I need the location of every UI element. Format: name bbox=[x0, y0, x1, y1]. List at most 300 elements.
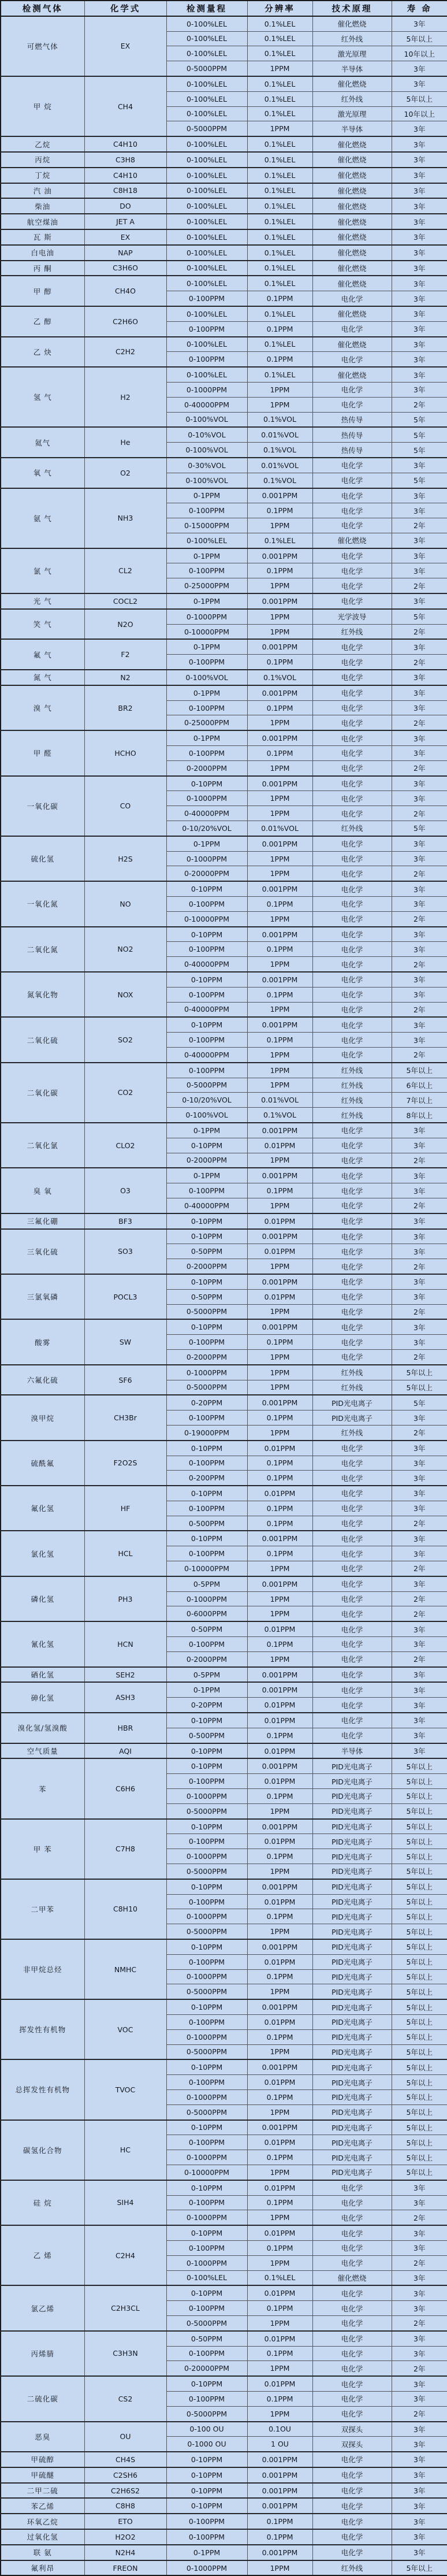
lifespan-cell: 5年以上 bbox=[392, 1984, 447, 1999]
range-cell: 0-1PPM bbox=[166, 836, 247, 851]
lifespan-cell: 3年 bbox=[392, 1441, 447, 1456]
lifespan-cell: 3年 bbox=[392, 836, 447, 851]
formula-cell: C2H6S2 bbox=[84, 2483, 166, 2499]
resolution-cell: 0.1%LEL bbox=[247, 31, 312, 46]
resolution-cell: 0.1PPM bbox=[247, 2150, 312, 2165]
resolution-cell: 0.001PPM bbox=[247, 881, 312, 896]
lifespan-cell: 2年 bbox=[392, 2361, 447, 2376]
range-cell: 0-100PPM bbox=[166, 1411, 247, 1426]
lifespan-cell: 5年 bbox=[392, 427, 447, 442]
formula-cell: CH4O bbox=[84, 276, 166, 306]
lifespan-cell: 10年以上 bbox=[392, 106, 447, 121]
resolution-cell: 0.1PPM bbox=[247, 2529, 312, 2545]
lifespan-cell: 2年 bbox=[392, 1591, 447, 1606]
range-cell: 0-100PPM bbox=[166, 1501, 247, 1516]
range-cell: 0-10PPM bbox=[166, 2180, 247, 2195]
range-cell: 0-100%VOL bbox=[166, 443, 247, 458]
lifespan-cell: 3年 bbox=[392, 1033, 447, 1048]
range-cell: 0-1PPM bbox=[166, 639, 247, 654]
lifespan-cell: 3年 bbox=[392, 2437, 447, 2452]
principle-cell: 催化燃烧 bbox=[312, 76, 392, 91]
table-row bbox=[1, 152, 447, 168]
lifespan-cell: 3年 bbox=[392, 1637, 447, 1652]
principle-cell: 电化学 bbox=[312, 2391, 392, 2406]
resolution-cell: 1PPM bbox=[247, 2044, 312, 2059]
resolution-cell: 0.001PPM bbox=[247, 1274, 312, 1289]
principle-cell: PID光电离子 bbox=[312, 1864, 392, 1879]
principle-cell: PID光电离子 bbox=[312, 1924, 392, 1939]
lifespan-cell: 5年以上 bbox=[392, 1819, 447, 1834]
principle-cell: 电化学 bbox=[312, 548, 392, 563]
range-cell: 0-5000PPM bbox=[166, 61, 247, 76]
lifespan-cell: 3年 bbox=[392, 76, 447, 91]
lifespan-cell: 3年 bbox=[392, 2483, 447, 2499]
resolution-cell: 0.01PPM bbox=[247, 1244, 312, 1259]
principle-cell: 电化学 bbox=[312, 1047, 392, 1062]
resolution-cell: 0.1%LEL bbox=[247, 2270, 312, 2285]
lifespan-cell: 3年 bbox=[392, 2452, 447, 2467]
lifespan-cell: 2年 bbox=[392, 866, 447, 881]
principle-cell: 催化燃烧 bbox=[312, 152, 392, 168]
table-row bbox=[1, 367, 447, 382]
lifespan-cell: 5年以上 bbox=[392, 2165, 447, 2180]
principle-cell: 电化学 bbox=[312, 1667, 392, 1683]
formula-cell: H2S bbox=[84, 836, 166, 881]
range-cell: 0-100PPM bbox=[166, 1637, 247, 1652]
gas-name-cell: 甲 醛 bbox=[1, 730, 84, 775]
principle-cell: 半导体 bbox=[312, 61, 392, 76]
range-cell: 0-10PPM bbox=[166, 2059, 247, 2074]
lifespan-cell: 2年 bbox=[392, 760, 447, 775]
formula-cell: SO3 bbox=[84, 1229, 166, 1274]
range-cell: 0-1PPM bbox=[166, 593, 247, 609]
gas-name-cell: 过氧化氢 bbox=[1, 2529, 84, 2545]
resolution-cell: 0.1%LEL bbox=[247, 168, 312, 183]
lifespan-cell: 2年 bbox=[392, 1561, 447, 1576]
column-header-2: 检测量程 bbox=[166, 1, 247, 16]
lifespan-cell: 5年以上 bbox=[392, 1365, 447, 1380]
resolution-cell: 0.001PPM bbox=[247, 2120, 312, 2135]
range-cell: 0-1000PPM bbox=[166, 382, 247, 397]
range-cell: 0-100%VOL bbox=[166, 670, 247, 685]
table-row bbox=[1, 927, 447, 942]
range-cell: 0-100%LEL bbox=[166, 337, 247, 352]
table-row bbox=[1, 1063, 447, 1078]
principle-cell: 电化学 bbox=[312, 2195, 392, 2210]
table-row bbox=[1, 1168, 447, 1183]
table-body bbox=[1, 16, 447, 2576]
lifespan-cell: 3年 bbox=[392, 1667, 447, 1683]
table-row bbox=[1, 198, 447, 214]
formula-cell: C6H6 bbox=[84, 1758, 166, 1818]
range-cell: 0-10PPM bbox=[166, 1319, 247, 1334]
resolution-cell: 0.001PPM bbox=[247, 1017, 312, 1032]
gas-name-cell: 硫酰氟 bbox=[1, 1441, 84, 1486]
table-row bbox=[1, 639, 447, 654]
gas-name-cell: 磷化氢 bbox=[1, 1576, 84, 1621]
resolution-cell: 0.1OU bbox=[247, 2422, 312, 2437]
lifespan-cell: 5年以上 bbox=[392, 2029, 447, 2044]
lifespan-cell: 3年 bbox=[392, 1728, 447, 1743]
lifespan-cell: 2年 bbox=[392, 2255, 447, 2270]
gas-name-cell: 氯乙烯 bbox=[1, 2285, 84, 2330]
column-header-0: 检测气体 bbox=[1, 1, 84, 16]
lifespan-cell: 2年 bbox=[392, 715, 447, 730]
formula-cell: C3H8 bbox=[84, 152, 166, 168]
formula-cell: CO2 bbox=[84, 1063, 166, 1123]
lifespan-cell: 5年以上 bbox=[392, 1380, 447, 1395]
column-header-4: 技术原理 bbox=[312, 1, 392, 16]
range-cell: 0-100%LEL bbox=[166, 229, 247, 245]
principle-cell: 电化学 bbox=[312, 685, 392, 700]
lifespan-cell: 2年 bbox=[392, 1606, 447, 1621]
principle-cell: 电化学 bbox=[312, 1456, 392, 1471]
range-cell: 0-100PPM bbox=[166, 2529, 247, 2545]
resolution-cell: 0.001PPM bbox=[247, 1999, 312, 2014]
principle-cell: 电化学 bbox=[312, 746, 392, 761]
principle-cell: PID光电离子 bbox=[312, 2014, 392, 2029]
principle-cell: 催化燃烧 bbox=[312, 337, 392, 352]
range-cell: 0-100%VOL bbox=[166, 1108, 247, 1123]
resolution-cell: 0.001PPM bbox=[247, 1819, 312, 1834]
gas-name-cell: 甲 苯 bbox=[1, 1819, 84, 1879]
principle-cell: 红外线 bbox=[312, 1425, 392, 1440]
formula-cell: F2 bbox=[84, 639, 166, 670]
range-cell: 0-100%LEL bbox=[166, 168, 247, 183]
lifespan-cell: 5年 bbox=[392, 821, 447, 836]
table-row bbox=[1, 245, 447, 261]
lifespan-cell: 3年 bbox=[392, 927, 447, 942]
gas-name-cell: 丙烯腈 bbox=[1, 2331, 84, 2376]
principle-cell: 电化学 bbox=[312, 1183, 392, 1198]
principle-cell: 电化学 bbox=[312, 927, 392, 942]
resolution-cell: 0.001PPM bbox=[247, 972, 312, 987]
resolution-cell: 0.1PPM bbox=[247, 1501, 312, 1516]
gas-name-cell: 乙 炔 bbox=[1, 337, 84, 368]
principle-cell: 激光原理 bbox=[312, 46, 392, 61]
principle-cell: 电化学 bbox=[312, 1682, 392, 1697]
resolution-cell: 1PPM bbox=[247, 715, 312, 730]
lifespan-cell: 5年以上 bbox=[392, 1758, 447, 1773]
lifespan-cell: 3年 bbox=[392, 1289, 447, 1304]
range-cell: 0-5PPM bbox=[166, 1576, 247, 1591]
gas-name-cell: 丙烷 bbox=[1, 152, 84, 168]
range-cell: 0-1PPM bbox=[166, 685, 247, 700]
principle-cell: PID光电离子 bbox=[312, 1803, 392, 1818]
range-cell: 0-10PPM bbox=[166, 2452, 247, 2467]
principle-cell: 电化学 bbox=[312, 2498, 392, 2514]
resolution-cell: 0.1PPM bbox=[247, 352, 312, 367]
resolution-cell: 0.001PPM bbox=[247, 1939, 312, 1954]
lifespan-cell: 2年 bbox=[392, 957, 447, 972]
resolution-cell: 1PPM bbox=[247, 1606, 312, 1621]
range-cell: 0-100%LEL bbox=[166, 152, 247, 168]
resolution-cell: 0.1PPM bbox=[247, 1183, 312, 1198]
range-cell: 0-100PPM bbox=[166, 1774, 247, 1789]
gas-name-cell: 柴油 bbox=[1, 198, 84, 214]
gas-name-cell: 笑 气 bbox=[1, 609, 84, 640]
range-cell: 0-100PPM bbox=[166, 2391, 247, 2406]
resolution-cell: 0.001PPM bbox=[247, 2498, 312, 2514]
range-cell: 0-5000PPM bbox=[166, 2104, 247, 2120]
formula-cell: He bbox=[84, 427, 166, 458]
gas-name-cell: 甲 烷 bbox=[1, 76, 84, 136]
table-row bbox=[1, 2285, 447, 2300]
range-cell: 0-5000PPM bbox=[166, 1924, 247, 1939]
gas-name-cell: 溴甲烷 bbox=[1, 1395, 84, 1440]
range-cell: 0-100%VOL bbox=[166, 412, 247, 427]
formula-cell: POCL3 bbox=[84, 1274, 166, 1319]
range-cell: 0-100%LEL bbox=[166, 198, 247, 214]
range-cell: 0-100%LEL bbox=[166, 261, 247, 276]
lifespan-cell: 3年 bbox=[392, 2422, 447, 2437]
principle-cell: 电化学 bbox=[312, 1531, 392, 1546]
resolution-cell: 0.001PPM bbox=[247, 488, 312, 503]
table-row bbox=[1, 1713, 447, 1728]
range-cell: 0-100%LEL bbox=[166, 106, 247, 121]
range-cell: 0-1000PPM bbox=[166, 2210, 247, 2225]
table-row bbox=[1, 1365, 447, 1380]
resolution-cell: 0.1%LEL bbox=[247, 337, 312, 352]
resolution-cell: 1PPM bbox=[247, 851, 312, 866]
resolution-cell: 0.01PPM bbox=[247, 1213, 312, 1229]
gas-name-cell: 汽 油 bbox=[1, 183, 84, 199]
principle-cell: 半导体 bbox=[312, 1743, 392, 1759]
range-cell: 0-40000PPM bbox=[166, 1002, 247, 1017]
table-row bbox=[1, 2498, 447, 2514]
lifespan-cell: 5年以上 bbox=[392, 2089, 447, 2104]
gas-name-cell: 光 气 bbox=[1, 593, 84, 609]
resolution-cell: 0.1PPM bbox=[247, 2301, 312, 2316]
table-row bbox=[1, 972, 447, 987]
lifespan-cell: 3年 bbox=[392, 2180, 447, 2195]
resolution-cell: 0.01PPM bbox=[247, 1834, 312, 1849]
range-cell: 0-10PPM bbox=[166, 2285, 247, 2300]
column-header-5: 寿 命 bbox=[392, 1, 447, 16]
resolution-cell: 0.01PPM bbox=[247, 1774, 312, 1789]
principle-cell: 电化学 bbox=[312, 760, 392, 775]
range-cell: 0-1000 OU bbox=[166, 2437, 247, 2452]
principle-cell: 红外线 bbox=[312, 821, 392, 836]
resolution-cell: 1PPM bbox=[247, 1591, 312, 1606]
range-cell: 0-100PPM bbox=[166, 746, 247, 761]
resolution-cell: 1PPM bbox=[247, 1651, 312, 1666]
lifespan-cell: 3年 bbox=[392, 261, 447, 276]
lifespan-cell: 5年以上 bbox=[392, 1969, 447, 1984]
resolution-cell: 0.01PPM bbox=[247, 1894, 312, 1909]
resolution-cell: 0.1%LEL bbox=[247, 533, 312, 548]
range-cell: 0-10PPM bbox=[166, 1138, 247, 1153]
range-cell: 0-40000PPM bbox=[166, 1198, 247, 1213]
resolution-cell: 0.1%LEL bbox=[247, 229, 312, 245]
range-cell: 0-10000PPM bbox=[166, 1561, 247, 1576]
lifespan-cell: 3年 bbox=[392, 1319, 447, 1334]
resolution-cell: 0.1PPM bbox=[247, 1335, 312, 1350]
gas-name-cell: 酸雾 bbox=[1, 1319, 84, 1364]
resolution-cell: 1PPM bbox=[247, 866, 312, 881]
range-cell: 0-100PPM bbox=[166, 503, 247, 518]
gas-name-cell: 苯乙烯 bbox=[1, 2498, 84, 2514]
gas-name-cell: 可燃气体 bbox=[1, 16, 84, 76]
resolution-cell: 0.1PPM bbox=[247, 655, 312, 670]
lifespan-cell: 2年 bbox=[392, 518, 447, 533]
principle-cell: 电化学 bbox=[312, 2225, 392, 2240]
principle-cell: 电化学 bbox=[312, 291, 392, 306]
lifespan-cell: 2年 bbox=[392, 2315, 447, 2330]
table-row bbox=[1, 2560, 447, 2576]
principle-cell: 红外线 bbox=[312, 1093, 392, 1108]
principle-cell: PID光电离子 bbox=[312, 1395, 392, 1410]
range-cell: 0-100PPM bbox=[166, 1033, 247, 1048]
lifespan-cell: 5年以上 bbox=[392, 1909, 447, 1924]
formula-cell: PH3 bbox=[84, 1576, 166, 1621]
principle-cell: 催化燃烧 bbox=[312, 168, 392, 183]
resolution-cell: 0.1%LEL bbox=[247, 46, 312, 61]
principle-cell: 催化燃烧 bbox=[312, 136, 392, 152]
formula-cell: SIH4 bbox=[84, 2180, 166, 2225]
principle-cell: 电化学 bbox=[312, 352, 392, 367]
principle-cell: 电化学 bbox=[312, 1349, 392, 1364]
principle-cell: 电化学 bbox=[312, 473, 392, 488]
principle-cell: 电化学 bbox=[312, 972, 392, 987]
principle-cell: 催化燃烧 bbox=[312, 367, 392, 382]
principle-cell: 催化燃烧 bbox=[312, 306, 392, 321]
formula-cell: C3H3N bbox=[84, 2331, 166, 2376]
formula-cell: SF6 bbox=[84, 1365, 166, 1395]
resolution-cell: 1PPM bbox=[247, 1259, 312, 1274]
gas-name-cell: 苯 bbox=[1, 1758, 84, 1818]
principle-cell: 电化学 bbox=[312, 2255, 392, 2270]
principle-cell: 电化学 bbox=[312, 2346, 392, 2361]
resolution-cell: 0.1PPM bbox=[247, 1789, 312, 1804]
principle-cell: 电化学 bbox=[312, 1213, 392, 1229]
principle-cell: 电化学 bbox=[312, 1441, 392, 1456]
lifespan-cell: 5年以上 bbox=[392, 2044, 447, 2059]
table-row bbox=[1, 1879, 447, 1894]
table-row bbox=[1, 261, 447, 276]
lifespan-cell: 3年 bbox=[392, 152, 447, 168]
lifespan-cell: 3年 bbox=[392, 1183, 447, 1198]
resolution-cell: 0.1PPM bbox=[247, 1849, 312, 1864]
table-row bbox=[1, 1999, 447, 2014]
range-cell: 0-100PPM bbox=[166, 2346, 247, 2361]
principle-cell: 电化学 bbox=[312, 382, 392, 397]
formula-cell: DO bbox=[84, 198, 166, 214]
range-cell: 0-500PPM bbox=[166, 1728, 247, 1743]
range-cell: 0-30%VOL bbox=[166, 458, 247, 473]
gas-name-cell: 六氟化硫 bbox=[1, 1365, 84, 1395]
resolution-cell: 1PPM bbox=[247, 624, 312, 639]
gas-name-cell: 挥发性有机物 bbox=[1, 1999, 84, 2059]
principle-cell: 双探头 bbox=[312, 2422, 392, 2437]
range-cell: 0-1000PPM bbox=[166, 2089, 247, 2104]
lifespan-cell: 2年 bbox=[392, 2406, 447, 2421]
range-cell: 0-10PPM bbox=[166, 1441, 247, 1456]
table-row bbox=[1, 1819, 447, 1834]
lifespan-cell: 3年 bbox=[392, 593, 447, 609]
lifespan-cell: 3年 bbox=[392, 2270, 447, 2285]
principle-cell: PID光电离子 bbox=[312, 2104, 392, 2120]
range-cell: 0-100PPM bbox=[166, 2135, 247, 2150]
lifespan-cell: 3年 bbox=[392, 685, 447, 700]
table-row bbox=[1, 609, 447, 624]
formula-cell: F2O2S bbox=[84, 1441, 166, 1486]
formula-cell: NO bbox=[84, 881, 166, 926]
range-cell: 0-100PPM bbox=[166, 2014, 247, 2029]
principle-cell: PID光电离子 bbox=[312, 1939, 392, 1954]
resolution-cell: 0.01%VOL bbox=[247, 1093, 312, 1108]
formula-cell: C2H3CL bbox=[84, 2285, 166, 2330]
lifespan-cell: 5年 bbox=[392, 443, 447, 458]
range-cell: 0-10PPM bbox=[166, 2483, 247, 2499]
formula-cell: BF3 bbox=[84, 1213, 166, 1229]
resolution-cell: 1PPM bbox=[247, 1380, 312, 1395]
resolution-cell: 1PPM bbox=[247, 1864, 312, 1879]
resolution-cell: 0.001PPM bbox=[247, 1879, 312, 1894]
lifespan-cell: 3年 bbox=[392, 16, 447, 31]
lifespan-cell: 3年 bbox=[392, 776, 447, 791]
gas-name-cell: 甲硫醚 bbox=[1, 2467, 84, 2483]
range-cell: 0-100PPM bbox=[166, 2075, 247, 2090]
resolution-cell: 1PPM bbox=[247, 382, 312, 397]
table-row bbox=[1, 2331, 447, 2346]
resolution-cell: 0.1PPM bbox=[247, 1909, 312, 1924]
table-row bbox=[1, 16, 447, 31]
lifespan-cell: 3年 bbox=[392, 1274, 447, 1289]
range-cell: 0-100PPM bbox=[166, 1335, 247, 1350]
lifespan-cell: 3年 bbox=[392, 2376, 447, 2391]
principle-cell: PID光电离子 bbox=[312, 1774, 392, 1789]
range-cell: 0-15000PPM bbox=[166, 518, 247, 533]
lifespan-cell: 2年 bbox=[392, 2210, 447, 2225]
lifespan-cell: 3年 bbox=[392, 1456, 447, 1471]
resolution-cell: 0.01PPM bbox=[247, 1743, 312, 1759]
lifespan-cell: 3年 bbox=[392, 730, 447, 745]
lifespan-cell: 2年 bbox=[392, 1259, 447, 1274]
lifespan-cell: 10年以上 bbox=[392, 46, 447, 61]
range-cell: 0-1PPM bbox=[166, 2545, 247, 2560]
range-cell: 0-10000PPM bbox=[166, 2165, 247, 2180]
formula-cell: TVOC bbox=[84, 2059, 166, 2120]
principle-cell: 电化学 bbox=[312, 1229, 392, 1244]
formula-cell: H2 bbox=[84, 367, 166, 427]
resolution-cell: 0.01PPM bbox=[247, 1289, 312, 1304]
gas-name-cell: 硅 烷 bbox=[1, 2180, 84, 2225]
lifespan-cell: 3年 bbox=[392, 183, 447, 199]
principle-cell: PID光电离子 bbox=[312, 1789, 392, 1804]
gas-name-cell: 氦气 bbox=[1, 427, 84, 458]
gas-name-cell: 丙 酮 bbox=[1, 261, 84, 276]
range-cell: 0-100PPM bbox=[166, 352, 247, 367]
lifespan-cell: 6年以上 bbox=[392, 1078, 447, 1093]
table-row bbox=[1, 76, 447, 91]
lifespan-cell: 3年 bbox=[392, 1576, 447, 1591]
table-row bbox=[1, 2483, 447, 2499]
range-cell: 0-100%LEL bbox=[166, 533, 247, 548]
principle-cell: PID光电离子 bbox=[312, 1969, 392, 1984]
table-header bbox=[1, 1, 447, 16]
resolution-cell: 1PPM bbox=[247, 2210, 312, 2225]
principle-cell: 电化学 bbox=[312, 1637, 392, 1652]
range-cell: 0-1000PPM bbox=[166, 1849, 247, 1864]
resolution-cell: 0.1%LEL bbox=[247, 16, 312, 31]
resolution-cell: 0.1PPM bbox=[247, 1411, 312, 1426]
table-row bbox=[1, 2059, 447, 2074]
lifespan-cell: 3年 bbox=[392, 306, 447, 321]
principle-cell: 电化学 bbox=[312, 639, 392, 654]
resolution-cell: 1PPM bbox=[247, 1002, 312, 1017]
range-cell: 0-100PPM bbox=[166, 2195, 247, 2210]
